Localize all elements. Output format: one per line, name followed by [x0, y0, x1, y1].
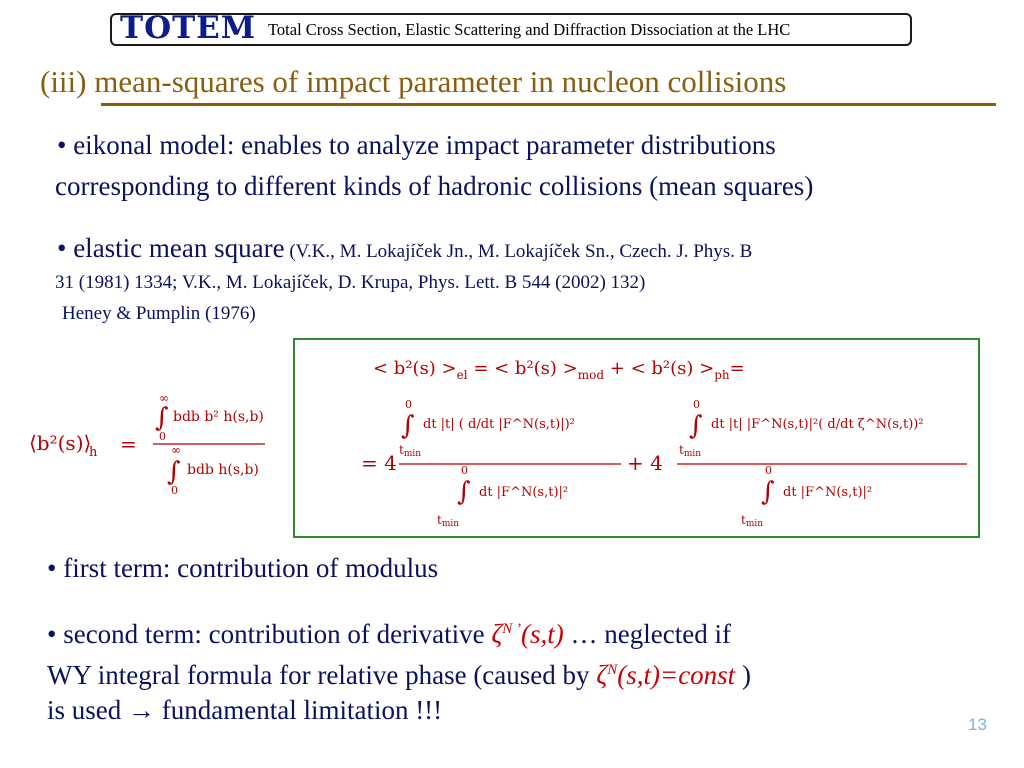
- integral-sign-icon: ∫: [761, 477, 775, 507]
- int-lower-1: tmin: [399, 443, 422, 459]
- int-upper-2: 0: [461, 464, 468, 477]
- bullet-4-text-a: second term: contribution of derivative: [63, 619, 492, 649]
- numerator-2: dt |t| |F^N(s,t)|²( d/dt ζ^N(s,t))²: [711, 417, 924, 432]
- zeta-const: $\zeta^N(s,t)=const$: [596, 660, 736, 690]
- denominator-1: dt |F^N(s,t)|²: [479, 485, 569, 500]
- totem-logo: TOTEM: [120, 10, 257, 46]
- int-lower-4: tmin: [741, 513, 764, 529]
- int-upper-4: 0: [765, 464, 772, 477]
- den-upper-limit: ∞: [171, 443, 181, 457]
- bullet-dot-icon: •: [57, 130, 74, 160]
- bullet-dot-icon: •: [57, 233, 74, 263]
- formula-box: [293, 338, 980, 538]
- left-formula-lhs-sub: h: [89, 445, 98, 460]
- int-upper-3: 0: [693, 398, 700, 411]
- integral-sign-icon: ∫: [155, 403, 169, 433]
- bullet-1-text-a: eikonal model: enables to analyze impact parameter distributions: [73, 130, 776, 160]
- bullet-3-text: first term: contribution of modulus: [63, 553, 439, 583]
- num-integrand: bdb b² h(s,b): [173, 409, 264, 425]
- bullet-3: [47, 551, 438, 585]
- formula-plus-4: + 4: [627, 451, 663, 475]
- int-lower-2: tmin: [437, 513, 460, 529]
- header-title: Total Cross Section, Elastic Scattering and Diffraction Dissociation at the LHC: [268, 20, 791, 39]
- slide-title: [40, 62, 786, 102]
- bullet-4-text-c: WY integral formula for relative phase (caused by: [47, 660, 597, 690]
- den-lower-limit: 0: [171, 484, 178, 497]
- formula-box-math: [295, 340, 978, 536]
- int-lower-3: tmin: [679, 443, 702, 459]
- num-upper-limit: ∞: [159, 391, 169, 405]
- integral-sign-icon: ∫: [401, 411, 415, 441]
- den-integrand: bdb h(s,b): [187, 462, 259, 478]
- bullet-2-line-1: [57, 231, 752, 265]
- bullet-4-line-2: [47, 653, 751, 692]
- slide-title-main: mean-squares of impact parameter in nucleon collisions: [86, 64, 787, 99]
- bullet-dot-icon: •: [47, 553, 64, 583]
- bullet-4-line-3: is used → fundamental limitation !!!: [47, 695, 443, 725]
- formula-eq-4: = 4: [361, 451, 397, 475]
- integral-sign-icon: ∫: [689, 411, 703, 441]
- zeta-derivative: $\zeta^{N ’}(s,t)$: [491, 619, 564, 649]
- bullet-1-line-2: corresponding to different kinds of hadronic collisions (mean squares): [55, 171, 814, 201]
- denominator-2: dt |F^N(s,t)|²: [783, 485, 873, 500]
- title-underline: [101, 103, 996, 106]
- bullet-1-line-1: [57, 128, 776, 162]
- bullet-2-ref-line-2: 31 (1981) 1334; V.K., M. Lokajíček, D. Krupa, Phys. Lett. B 544 (2002) 132): [55, 272, 646, 293]
- slide-title-prefix: (iii): [40, 64, 87, 99]
- bullet-dot-icon: •: [47, 619, 64, 649]
- bullet-4-text-b: … neglected if: [563, 619, 731, 649]
- numerator-1: dt |t| ( d/dt |F^N(s,t)|)²: [423, 417, 575, 432]
- bullet-4-line-1: [47, 612, 731, 651]
- left-formula: [25, 388, 280, 503]
- integral-sign-icon: ∫: [167, 457, 181, 487]
- bullet-2-lead: elastic mean square: [73, 233, 285, 263]
- page-number: 13: [968, 715, 987, 734]
- bullet-2-ref-line-3: Heney & Pumplin (1976): [62, 303, 256, 324]
- left-formula-equals: =: [120, 432, 137, 456]
- bullet-2-ref-a: (V.K., M. Lokajíček Jn., M. Lokajíček Sn., Czech. J. Phys. B: [284, 241, 753, 262]
- num-lower-limit: 0: [159, 430, 166, 443]
- left-formula-lhs: ⟨b²(s)⟩: [29, 431, 92, 455]
- integral-sign-icon: ∫: [457, 477, 471, 507]
- int-upper-1: 0: [405, 398, 412, 411]
- formula-line-1: < $b^2(s) >_{el}$ = < $b^2(s) >_{mod}$ + < $b^2(s) >_{ph}=$: [373, 358, 745, 382]
- bullet-4-text-d: ): [735, 660, 751, 690]
